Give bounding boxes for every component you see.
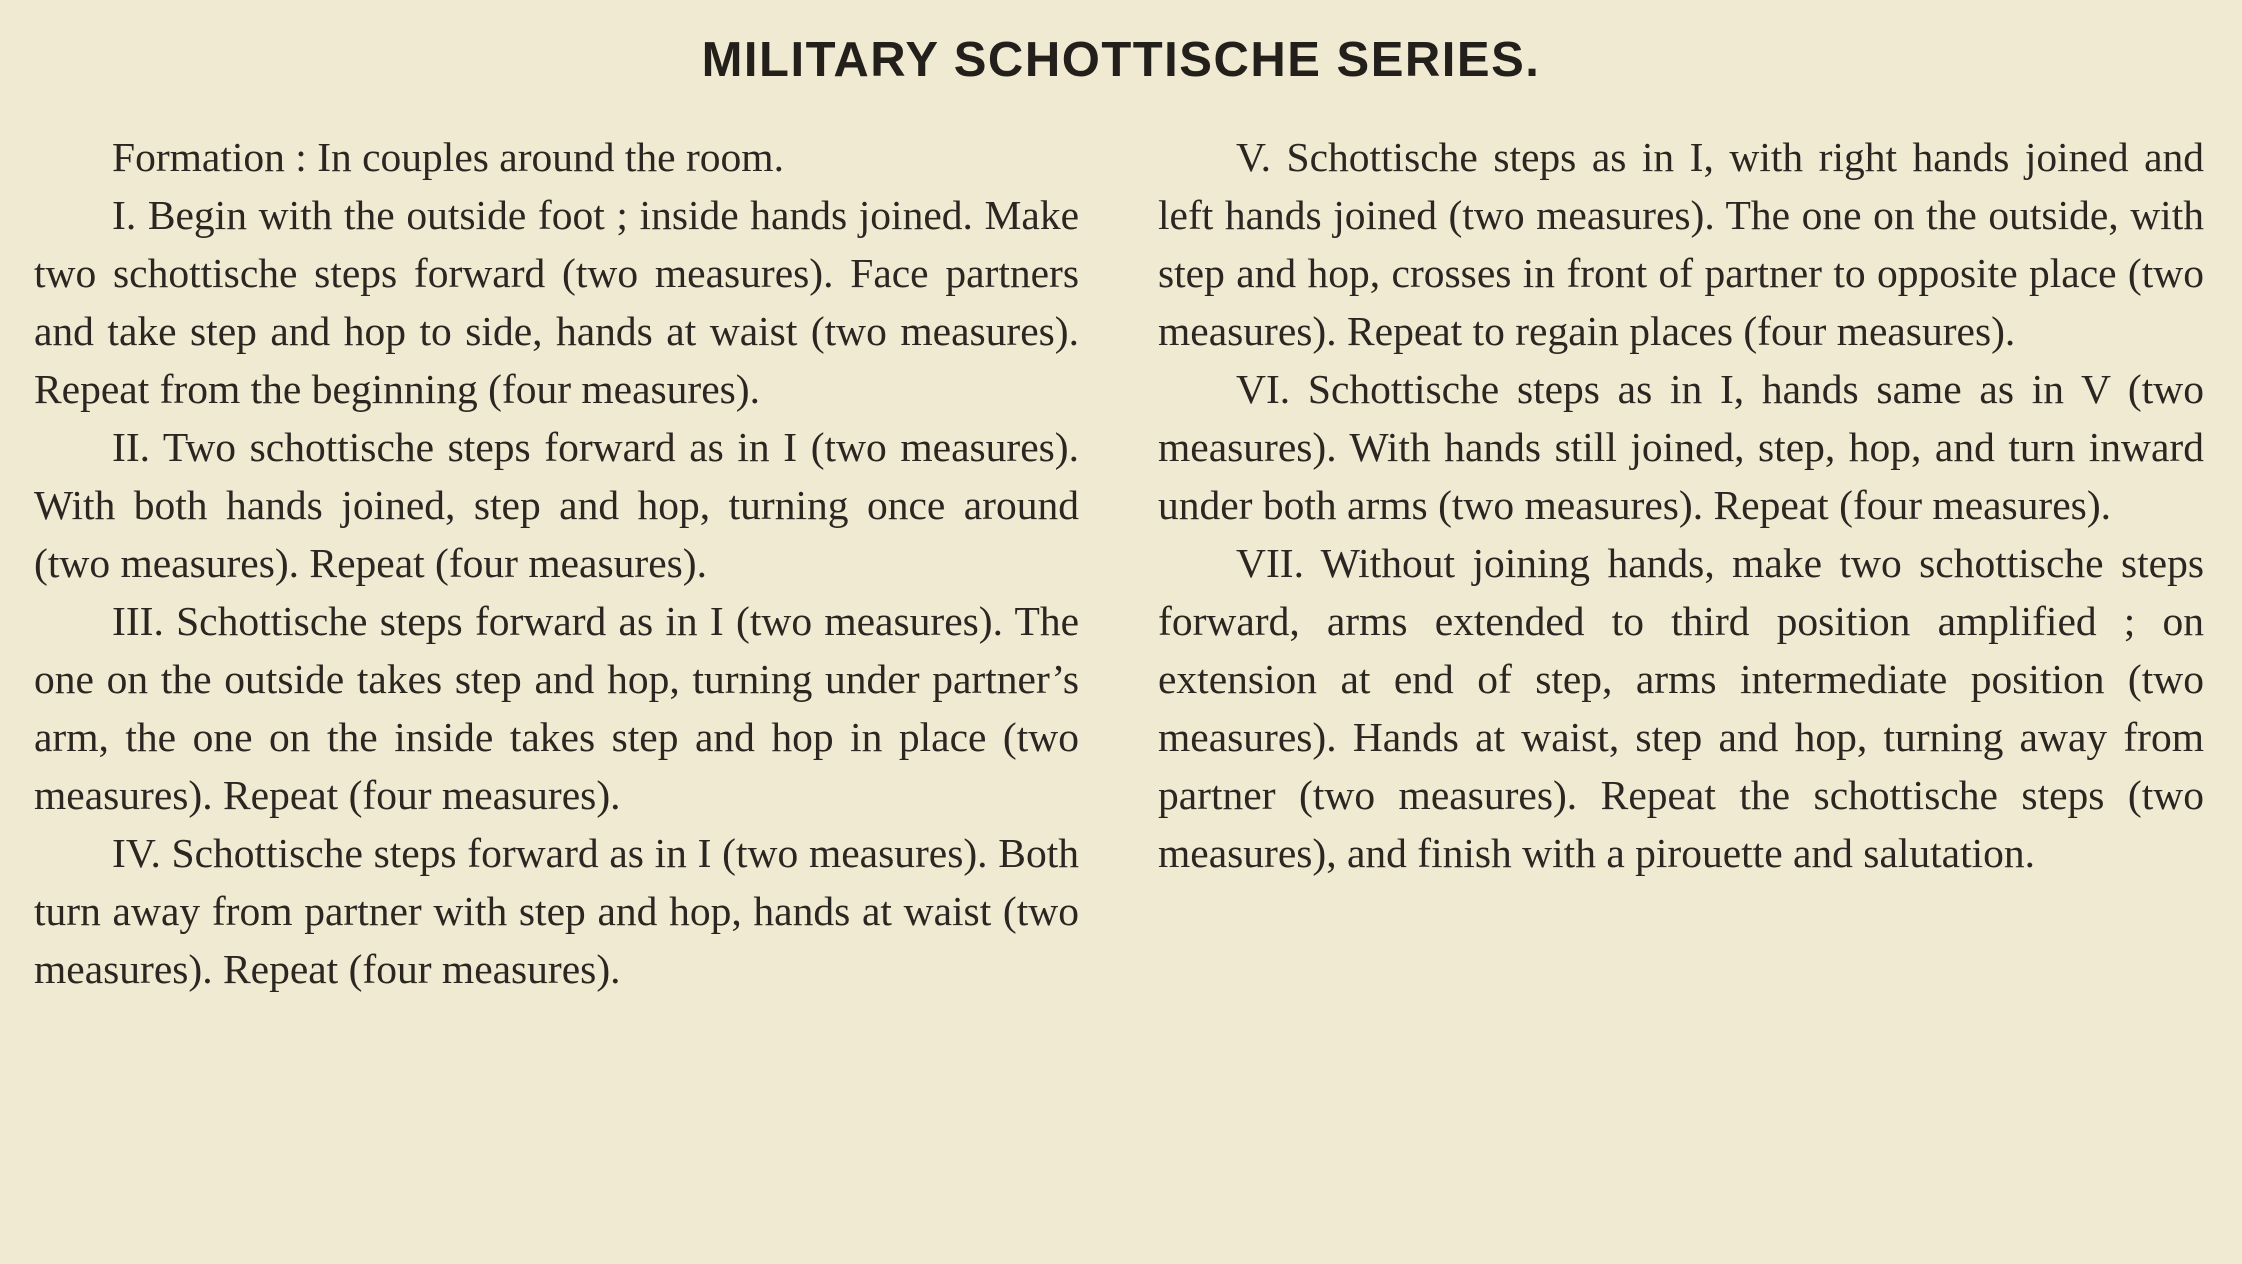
paragraph-formation: Formation : In couples around the room. <box>112 134 784 180</box>
left-column <box>34 128 1079 998</box>
paragraph-figure-4: IV. Schottische steps forward as in I (two measures). Both turn away from partner with step and hop, hands at waist (two measures). Repeat (four measures). <box>34 830 1079 992</box>
paragraph-figure-5: V. Schottische steps as in I, with right hands joined and left hands joined (two measures). The one on the outside, with step and hop, crosses in front of partner to opposite place (two measures). Repeat to regain places (four measures). <box>1158 134 2204 354</box>
page-title: MILITARY SCHOTTISCHE SERIES. <box>701 33 1541 87</box>
paragraph-figure-2: II. Two schottische steps forward as in I (two measures). With both hands joined, step and hop, turning once around (two measures). Repeat (four measures). <box>34 424 1079 586</box>
paragraph-figure-6: VI. Schottische steps as in I, hands same as in V (two measures). With hands still joined, step, hop, and turn inward under both arms (two measures). Repeat (four measures). <box>1158 366 2204 528</box>
paragraph-figure-3: III. Schottische steps forward as in I (two measures). The one on the outside takes step and hop, turning under partner’s arm, the one on the inside takes step and hop in place (two measures). Repeat (four measures). <box>34 598 1079 818</box>
right-column <box>1158 128 2204 882</box>
paragraph-figure-7: VII. Without joining hands, make two schottische steps forward, arms extended to third position amplified ; on extension at end of step, arms intermediate position (two measures). Hands at waist, step and hop, turning away from partner (two measures). Repeat the schottische steps (two measures), and finish with a pirouette and salutation. <box>1158 540 2204 876</box>
paragraph-figure-1: I. Begin with the outside foot ; inside hands joined. Make two schottische steps forward (two measures). Face partners and take step and hop to side, hands at waist (two measures). Repeat from the beginning (four measures). <box>34 192 1079 412</box>
